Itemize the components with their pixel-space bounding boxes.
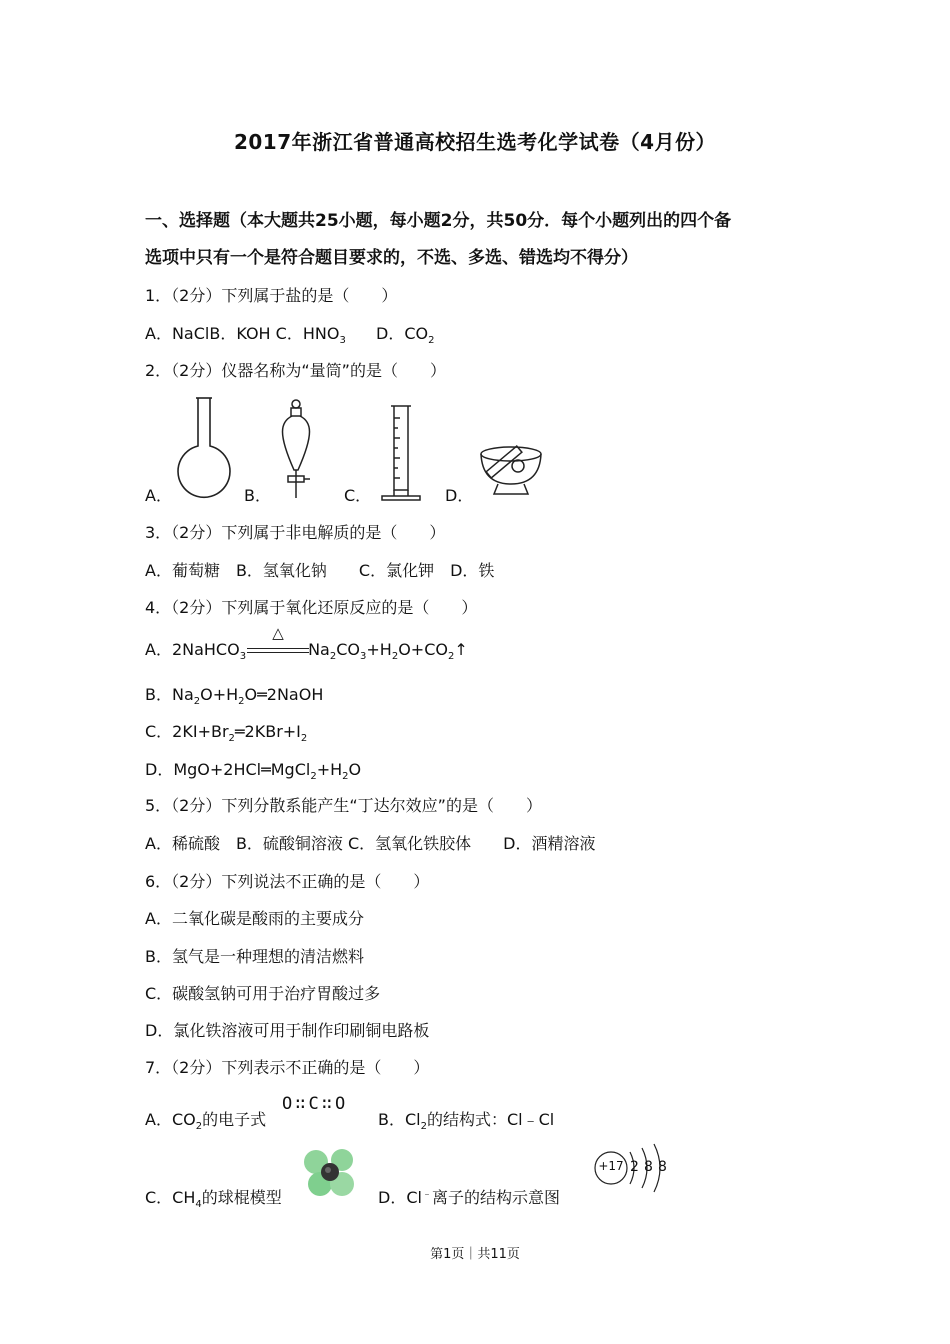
gas-arrow: ↑ — [454, 640, 468, 659]
nucleus-charge: +17 — [598, 1159, 624, 1173]
q7-option-c: C．$CH_4$的球棍模型 — [145, 1188, 282, 1211]
q3-options: A．葡萄糖 B．氢氧化钠 C．氯化钾 D．铁 — [145, 561, 495, 580]
q1-stem: 1．（2分）下列属于盐的是（ ） — [145, 286, 398, 305]
reaction-condition — [247, 624, 309, 660]
q5-stem: 5．（2分）下列分散系能产生“丁达尔效应”的是（ ） — [145, 796, 542, 815]
q1-option-a: A．NaCl — [145, 324, 210, 343]
co2-electron-formula: O∷C∷O — [282, 1094, 349, 1114]
cl-ion-structure-diagram — [590, 1138, 674, 1204]
q2-option-b: B． — [244, 486, 271, 505]
q2-option-d: D． — [445, 486, 474, 505]
q4-option-c: C．$2KI+Br_2═2KBr+I_2$ — [145, 722, 308, 745]
q1-option-b: B．KOH — [209, 324, 271, 343]
q4-option-b: B．$Na_2O+H_2O═2NaOH$ — [145, 685, 324, 708]
q6-option-c: C．碳酸氢钠可用于治疗胃酸过多 — [145, 984, 381, 1003]
heat-symbol: △ — [272, 624, 284, 642]
q7-option-b: B．$Cl_2$的结构式：Cl﹣Cl — [378, 1110, 555, 1133]
mortar-pestle-image — [476, 436, 550, 502]
q1-options — [145, 323, 434, 345]
q6-option-a: A．二氧化碳是酸雨的主要成分 — [145, 909, 364, 928]
q6-option-b: B．氢气是一种理想的清洁燃料 — [145, 947, 364, 966]
q6-stem: 6．（2分）下列说法不正确的是（ ） — [145, 872, 430, 891]
page-title: 2017年浙江省普通高校招生选考化学试卷（4月份） — [233, 130, 717, 154]
q2-option-a: A． — [145, 486, 172, 505]
q2-option-c: C． — [344, 486, 372, 505]
q1-option-d: D．$CO_2$ — [376, 324, 435, 347]
round-bottom-flask-image — [172, 392, 236, 502]
shell-2-count: 8 — [644, 1159, 653, 1175]
q5-options: A．稀硫酸 B．硫酸铜溶液 C．氢氧化铁胶体 D．酒精溶液 — [145, 834, 596, 853]
q4-option-d: D．$MgO+2HCl═MgCl_2+H_2O$ — [145, 760, 362, 783]
q7-option-d: D．Cl﹣离子的结构示意图 — [378, 1188, 560, 1207]
q4-stem: 4．（2分）下列属于氧化还原反应的是（ ） — [145, 598, 478, 617]
q7-stem: 7．（2分）下列表示不正确的是（ ） — [145, 1058, 430, 1077]
q4-option-a: A．2NaHCO$_3$ $Na_2CO_3+H_2O+CO_2↑$ — [145, 640, 468, 663]
separatory-funnel-image — [272, 398, 324, 502]
q7-option-a: A．$CO_2$的电子式 — [145, 1110, 267, 1133]
shell-3-count: 8 — [658, 1159, 667, 1175]
shell-1-count: 2 — [630, 1159, 639, 1175]
q3-stem: 3．（2分）下列属于非电解质的是（ ） — [145, 523, 446, 542]
q1-option-c: C．$HNO_3$ — [275, 324, 346, 347]
section-heading-line2: 选项中只有一个是符合题目要求的，不选、多选、错选均不得分） — [145, 248, 638, 268]
graduated-cylinder-image — [376, 402, 426, 502]
q6-option-d: D．氯化铁溶液可用于制作印刷铜电路板 — [145, 1021, 430, 1040]
q2-stem: 2．（2分）仪器名称为“量筒”的是（ ） — [145, 361, 446, 380]
section-heading-line1: 一、选择题（本大题共25小题，每小题2分，共50分．每个小题列出的四个备 — [145, 211, 732, 231]
page-footer: 第1页｜共11页 — [430, 1247, 520, 1262]
ch4-ball-stick-model-image — [298, 1144, 360, 1202]
